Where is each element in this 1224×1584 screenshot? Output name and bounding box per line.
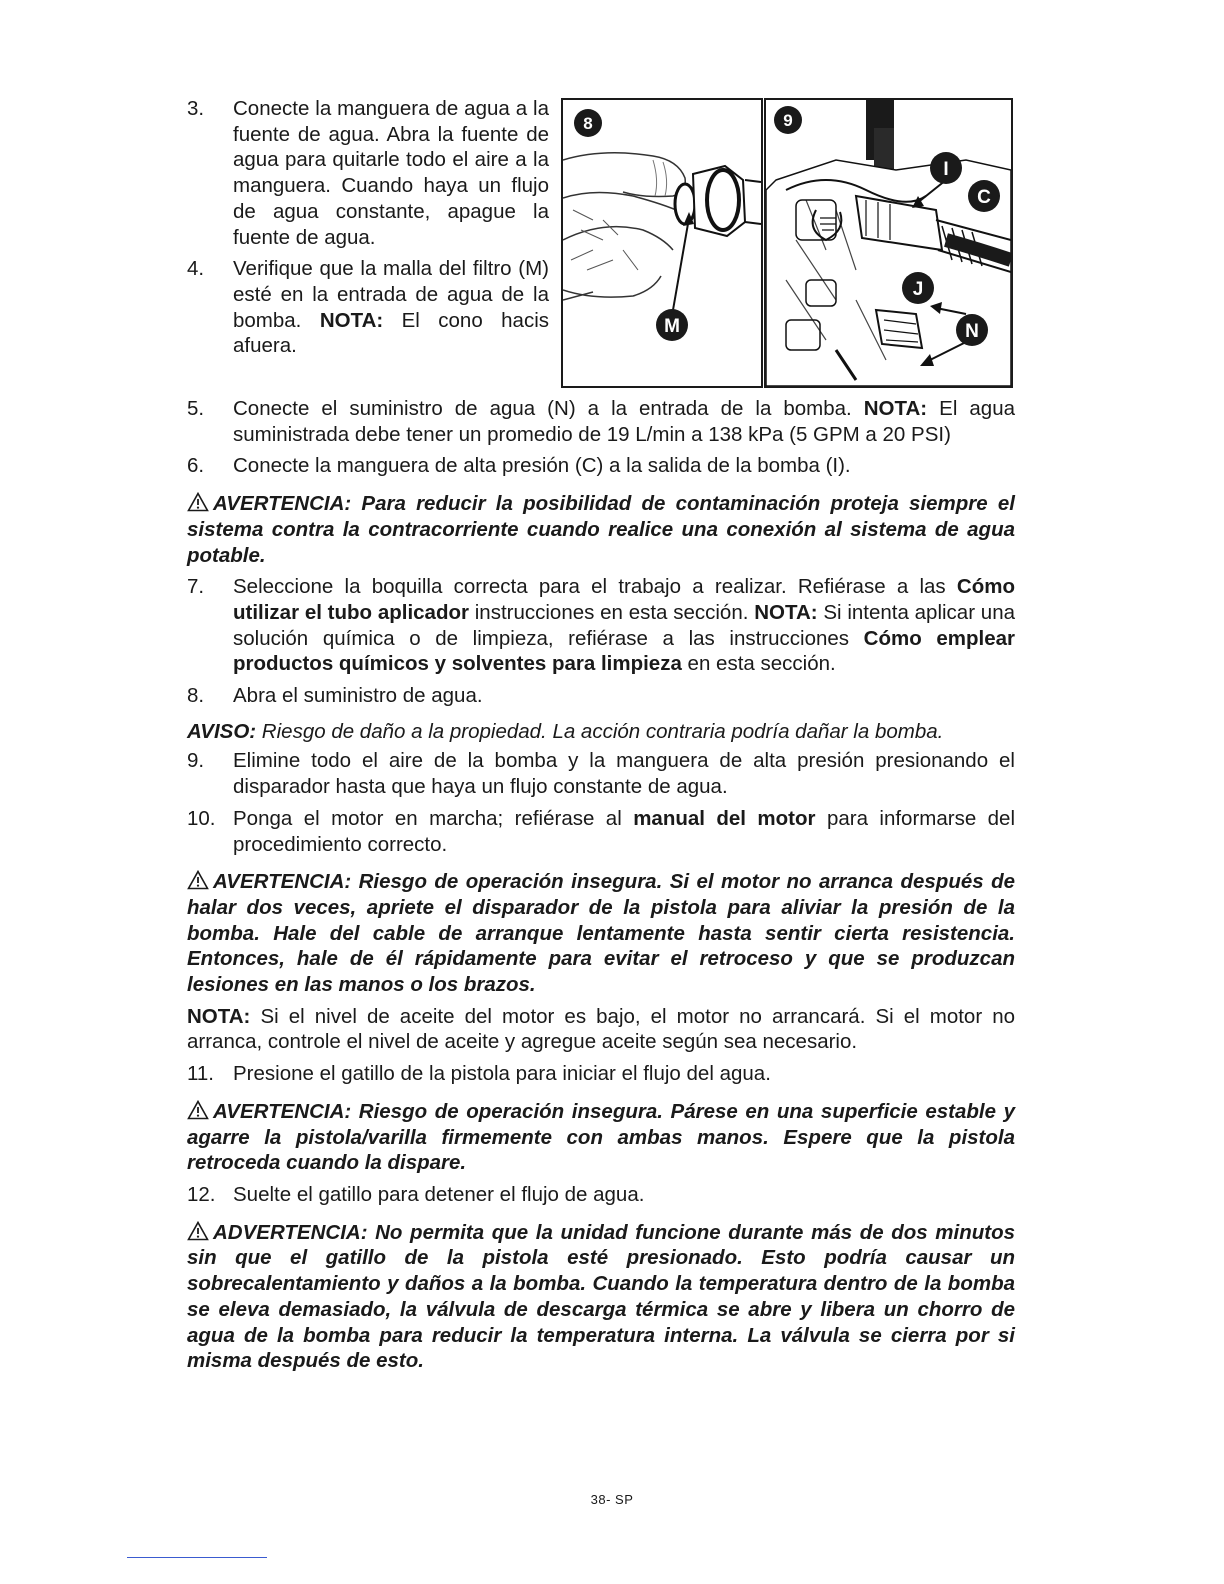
step-8: 8. Abra el suministro de agua.: [187, 684, 483, 708]
figure-8: [561, 98, 763, 388]
step-11: 11. Presione el gatillo de la pistola para iniciar el flujo del agua.: [187, 1062, 771, 1086]
callout-m: M: [664, 316, 680, 337]
figure-9-illustration: [766, 100, 1011, 386]
callout-j: J: [912, 279, 924, 300]
callout-c: C: [977, 187, 991, 208]
step-5: 5. Conecte el suministro de agua (N) a la entrada de la bomba. NOTA: El agua suministrada debe tener un promedio de 19 L/min a 138 kPa (5 GPM a 20 PSI): [187, 397, 1015, 446]
figure-8-number: 8: [583, 114, 593, 133]
warning-contamination: AVERTENCIA: Para reducir la posibilidad de contaminación proteja siempre el sistema contra la contracorriente cuando realice una conexión al sistema de agua potable.: [187, 492, 1015, 567]
callout-i: I: [943, 159, 949, 180]
manual-page: [187, 96, 1015, 1380]
aviso-notice: AVISO: Riesgo de daño a la propiedad. La acción contraria podría dañar la bomba.: [187, 719, 944, 743]
warning-engine-start: AVERTENCIA: Riesgo de operación insegura. Si el motor no arranca después de halar dos veces, apriete el disparador de la pistola para aliviar la presión de la bomba. Hale del cable de arranque lentamente hasta sentir cierta resistencia. Entonces, hale de él rápidamente para evitar el retroceso y que se produzcan lesiones en las manos o los brazos.: [187, 870, 1015, 997]
step-3: 3. Conecte la manguera de agua a la fuente de agua. Abra la fuente de agua para quitarle todo el aire a la manguera. Cuando haya un flujo de agua constante, apague la fuente de agua.: [187, 97, 549, 249]
step-10: 10. Ponga el motor en marcha; refiérase al manual del motor para informarse del procedimiento correcto.: [187, 806, 1016, 856]
page-number: 38- SP: [590, 1492, 634, 1507]
figures: [561, 98, 1015, 388]
figure-9-number: 9: [783, 111, 793, 130]
warning-triangle-icon: [187, 870, 209, 890]
figure-9: [764, 98, 1013, 388]
warning-triangle-icon: [187, 1221, 209, 1241]
step-9: 9. Elimine todo el aire de la bomba y la manguera de alta presión presionando el disparador hasta que haya un flujo constante de agua.: [187, 749, 1015, 799]
warning-triangle-icon: [187, 1100, 209, 1120]
step-7: 7. Seleccione la boquilla correcta para el trabajo a realizar. Refiérase a las Cómo utilizar el tubo aplicador instrucciones en esta sección. NOTA: Si intenta aplicar una solución química o de limpieza, refiérase a las instrucciones Cómo emplear productos químicos y solventes para limpieza en esta sección.: [187, 575, 1015, 676]
step-4: 4. Verifique que la malla del filtro (M) esté en la entrada de agua de la bomba. NOTA: El cono hacis afuera.: [187, 257, 550, 358]
step-12: 12. Suelte el gatillo para detener el flujo de agua.: [187, 1182, 645, 1206]
warning-stable-surface: AVERTENCIA: Riesgo de operación insegura. Párese en una superficie estable y agarre la pistola/varilla firmemente con ambas manos. Espere que la pistola retroceda cuando la dispare.: [187, 1099, 1015, 1175]
callout-n: N: [965, 321, 979, 342]
top-section: [187, 96, 1015, 396]
nota-oil-level: NOTA: Si el nivel de aceite del motor es bajo, el motor no arrancará. Si el motor no arranca, controle el nivel de aceite y agregue aceite según sea necesario.: [187, 1004, 1015, 1054]
step-6: 6. Conecte la manguera de alta presión (C) a la salida de la bomba (I).: [187, 454, 851, 478]
warning-triangle-icon: [187, 492, 209, 512]
top-steps: [187, 96, 549, 365]
footer-rule: [127, 1557, 267, 1558]
warning-overheating: ADVERTENCIA: No permita que la unidad funcione durante más de dos minutos sin que el gatillo de la pistola esté presionado. Esto podría causar un sobrecalentamiento y daños a la bomba. Cuando la temperatura dentro de la bomba se eleva demasiado, la válvula de descarga térmica se abre y libera un chorro de agua de la bomba para reducir la temperatura interna. La válvula se cierra por si misma después de esto.: [187, 1220, 1015, 1373]
figure-8-illustration: [563, 100, 761, 386]
